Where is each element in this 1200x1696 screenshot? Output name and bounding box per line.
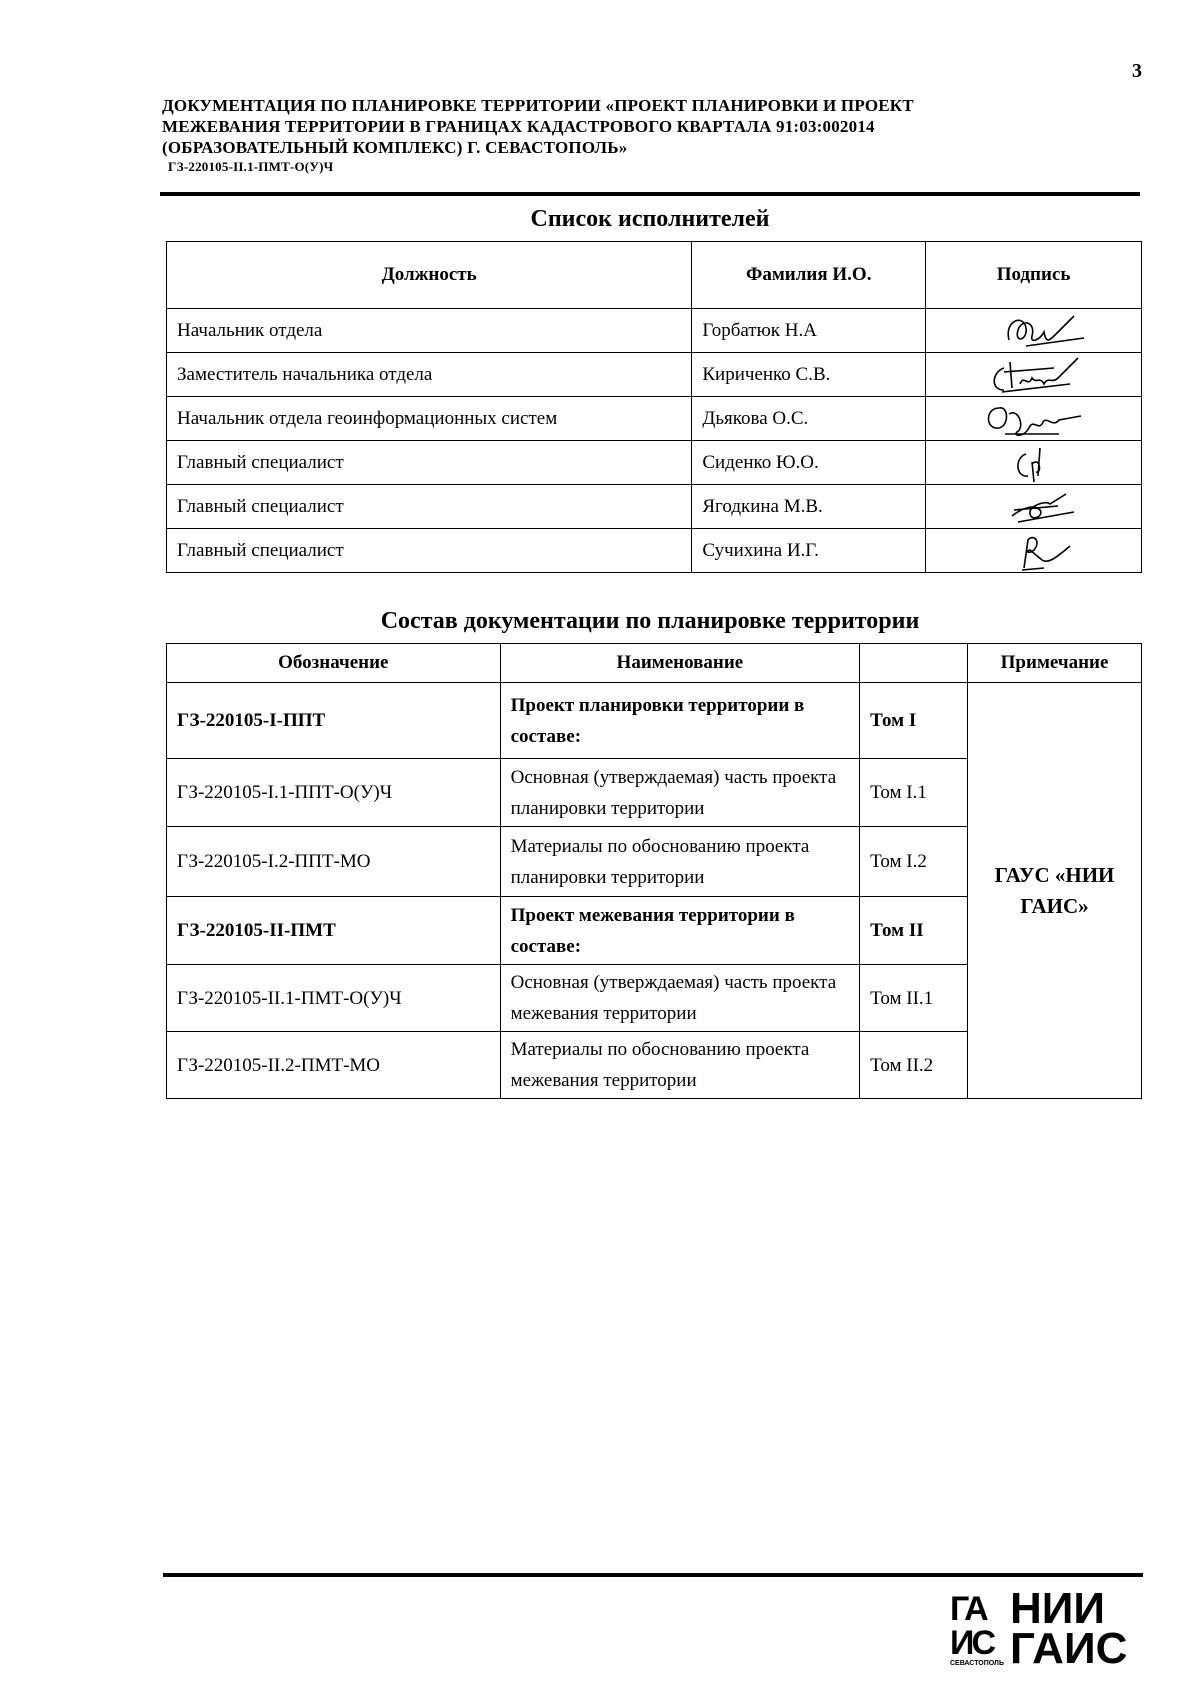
name-cell: Дьякова О.С. [692, 397, 926, 441]
name-cell: Ягодкина М.В. [692, 485, 926, 529]
header-divider [160, 192, 1140, 196]
table-row [167, 485, 1142, 529]
column-header: Обозначение [167, 644, 501, 683]
designation-cell: ГЗ-220105-II.2-ПМТ-МО [167, 1032, 501, 1099]
signature-cell [926, 529, 1142, 573]
table-row [167, 529, 1142, 573]
signature-cell [926, 441, 1142, 485]
logo-caption: СЕВАСТОПОЛЬ [950, 1660, 1004, 1667]
designation-cell: ГЗ-220105-I.2-ППТ-МО [167, 827, 501, 897]
executors-table [166, 241, 1142, 573]
name-cell: Горбатюк Н.А [692, 309, 926, 353]
table-row [167, 683, 1142, 759]
note-cell: ГАУС «НИИ ГАИС» [968, 683, 1142, 1099]
name-cell: Сучихина И.Г. [692, 529, 926, 573]
footer-divider [163, 1573, 1143, 1577]
signature-image [974, 354, 1094, 396]
title-cell: Основная (утверждаемая) часть проекта межевания территории [500, 965, 860, 1032]
table-row [167, 309, 1142, 353]
position-cell: Начальник отдела геоинформационных систем [167, 397, 692, 441]
table-row [167, 353, 1142, 397]
title-cell: Основная (утверждаемая) часть проекта планировки территории [500, 759, 860, 827]
position-cell: Начальник отдела [167, 309, 692, 353]
table-row [167, 441, 1142, 485]
document-header [162, 95, 1062, 176]
position-cell: Главный специалист [167, 485, 692, 529]
signature-cell [926, 485, 1142, 529]
signature-image [974, 310, 1094, 352]
column-header: Наименование [500, 644, 860, 683]
signature-image [974, 486, 1094, 528]
composition-table [166, 643, 1142, 1099]
column-header [860, 644, 968, 683]
signature-image [974, 442, 1094, 484]
volume-cell: Том I.1 [860, 759, 968, 827]
volume-cell: Том II.1 [860, 965, 968, 1032]
executors-title: Список исполнителей [530, 206, 770, 232]
title-cell: Проект планировки территории в составе: [500, 683, 860, 759]
header-line-2: МЕЖЕВАНИЯ ТЕРРИТОРИИ В ГРАНИЦАХ КАДАСТРОВОГО КВАРТАЛА 91:03:002014 [162, 117, 875, 136]
document-code: ГЗ-220105-II.1-ПМТ-О(У)Ч [168, 159, 334, 174]
volume-cell: Том I [860, 683, 968, 759]
page-number: 3 [1132, 60, 1142, 82]
name-cell: Сиденко Ю.О. [692, 441, 926, 485]
signature-cell [926, 309, 1142, 353]
signature-cell [926, 353, 1142, 397]
logo-mark-top: ГА [950, 1590, 986, 1628]
volume-cell: Том I.2 [860, 827, 968, 897]
signature-cell [926, 397, 1142, 441]
nii-gais-logo [950, 1584, 1130, 1673]
designation-cell: ГЗ-220105-I.1-ППТ-О(У)Ч [167, 759, 501, 827]
header-line-1: ДОКУМЕНТАЦИЯ ПО ПЛАНИРОВКЕ ТЕРРИТОРИИ «ПРОЕКТ ПЛАНИРОВКИ И ПРОЕКТ [162, 96, 914, 115]
column-header: Должность [167, 242, 692, 309]
header-line-3: (ОБРАЗОВАТЕЛЬНЫЙ КОМПЛЕКС) Г. СЕВАСТОПОЛЬ» [162, 138, 628, 157]
position-cell: Главный специалист [167, 441, 692, 485]
signature-image [969, 398, 1099, 440]
title-cell: Проект межевания территории в составе: [500, 897, 860, 965]
designation-cell: ГЗ-220105-II.1-ПМТ-О(У)Ч [167, 965, 501, 1032]
composition-title: Состав документации по планировке территории [380, 608, 920, 634]
column-header: Фамилия И.О. [692, 242, 926, 309]
logo-mark-bottom: ИС [950, 1624, 993, 1662]
table-header-row [167, 242, 1142, 309]
signature-image [974, 530, 1094, 572]
logo-text-bottom: ГАИС [1010, 1624, 1128, 1673]
volume-cell: Том II [860, 897, 968, 965]
designation-cell: ГЗ-220105-II-ПМТ [167, 897, 501, 965]
name-cell: Кириченко С.В. [692, 353, 926, 397]
table-header-row [167, 644, 1142, 683]
table-row [167, 397, 1142, 441]
designation-cell: ГЗ-220105-I-ППТ [167, 683, 501, 759]
logo-text-top: НИИ [1010, 1584, 1106, 1633]
volume-cell: Том II.2 [860, 1032, 968, 1099]
column-header: Подпись [926, 242, 1142, 309]
position-cell: Заместитель начальника отдела [167, 353, 692, 397]
position-cell: Главный специалист [167, 529, 692, 573]
title-cell: Материалы по обоснованию проекта планировки территории [500, 827, 860, 897]
title-cell: Материалы по обоснованию проекта межевания территории [500, 1032, 860, 1099]
column-header: Примечание [968, 644, 1142, 683]
